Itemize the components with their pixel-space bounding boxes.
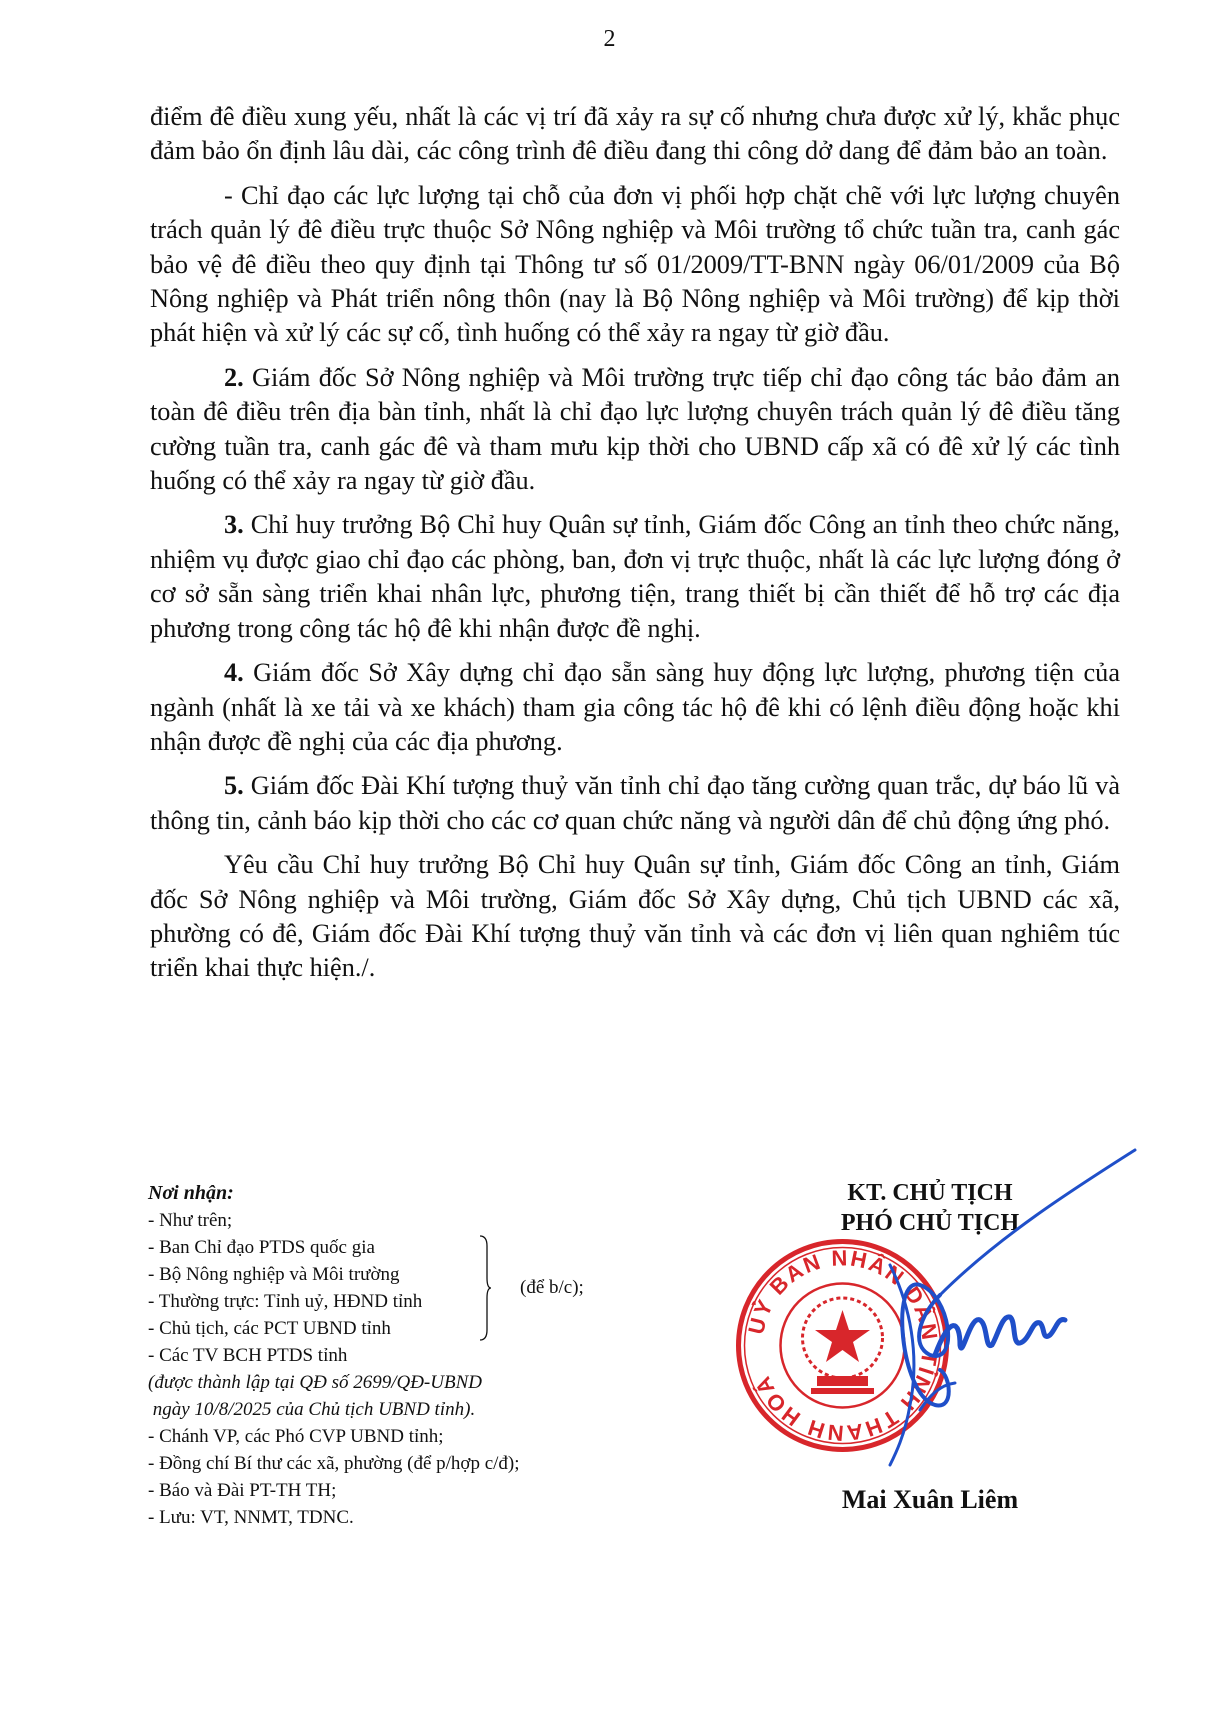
recipient-item: - Như trên;: [148, 1210, 233, 1231]
paragraph-request: Yêu cầu Chỉ huy trưởng Bộ Chỉ huy Quân sự tỉnh, Giám đốc Công an tỉnh, Giám đốc Sở Nông nghiệp và Môi trường, Giám đốc Sở Xây dựng, Chủ tịch UBND các xã, phường có đê, Giám đốc Đài Khí tượng thuỷ văn tỉnh và các đơn vị liên quan nghiêm túc triển khai thực hiện./.: [150, 850, 1120, 983]
paragraph-item-5: 5. Giám đốc Đài Khí tượng thuỷ văn tỉnh chỉ đạo tăng cường quan trắc, dự báo lũ và thông tin, cảnh báo kịp thời cho các cơ quan chức năng và người dân để chủ động ứng phó.: [150, 771, 1120, 835]
page-number: 2: [603, 26, 616, 52]
paragraph-item-4: 4. Giám đốc Sở Xây dựng chỉ đạo sẵn sàng huy động lực lượng, phương tiện của ngành (nhất là xe tải và xe khách) tham gia công tác hộ đê khi có lệnh điều động hoặc khi nhận được đề nghị của các địa phương.: [150, 658, 1120, 756]
signer-name: Mai Xuân Liêm: [841, 1485, 1019, 1514]
recipient-item: - Bộ Nông nghiệp và Môi trường: [148, 1264, 400, 1285]
recipient-item: - Các TV BCH PTDS tỉnh: [148, 1345, 348, 1366]
recipient-item: - Chánh VP, các Phó CVP UBND tỉnh;: [148, 1426, 444, 1447]
signer-title-line-1: KT. CHỦ TỊCH: [847, 1180, 1013, 1206]
recipient-item: - Ban Chỉ đạo PTDS quốc gia: [148, 1237, 375, 1258]
right-brace-icon: [478, 1234, 492, 1342]
recipient-item: - Lưu: VT, NNMT, TDNC.: [148, 1507, 354, 1528]
paragraph-continuation: điểm đê điều xung yếu, nhất là các vị trí đã xảy ra sự cố nhưng chưa được xử lý, khắc phục đảm bảo ổn định lâu dài, các công trình đê điều đang thi công dở dang để đảm bảo an toàn.: [150, 102, 1120, 166]
signer-title-line-2: PHÓ CHỦ TỊCH: [840, 1210, 1020, 1236]
recipient-note: (được thành lập tại QĐ số 2699/QĐ-UBND: [148, 1372, 482, 1393]
recipients-list: [148, 1180, 618, 1531]
recipient-item: - Báo và Đài PT-TH TH;: [148, 1480, 337, 1501]
bracket-note: (để b/c);: [520, 1277, 584, 1298]
recipient-item: - Đồng chí Bí thư các xã, phường (để p/hợp c/đ);: [148, 1453, 520, 1474]
seal-text: UỶ BAN NHÂN DÂN TỈNH THANH HOÁ: [743, 1245, 943, 1446]
document-body: [150, 100, 1120, 996]
recipients-bracket-group: [148, 1234, 618, 1342]
recipient-item: - Chủ tịch, các PCT UBND tỉnh: [148, 1318, 391, 1339]
recipient-item: - Thường trực: Tỉnh uỷ, HĐND tỉnh: [148, 1291, 423, 1312]
recipients-heading: Nơi nhận:: [148, 1182, 234, 1204]
handwritten-signature-icon: [880, 1145, 1140, 1475]
paragraph-patrol-directive: - Chỉ đạo các lực lượng tại chỗ của đơn vị phối hợp chặt chẽ với lực lượng chuyên trách quản lý đê điều trực thuộc Sở Nông nghiệp và Môi trường tổ chức tuần tra, canh gác bảo vệ đê điều theo quy định tại Thông tư số 01/2009/TT-BNN ngày 06/01/2009 của Bộ Nông nghiệp và Phát triển nông thôn (nay là Bộ Nông nghiệp và Môi trường) để kịp thời phát hiện và xử lý các sự cố, tình huống có thể xảy ra ngay từ giờ đầu.: [150, 180, 1120, 348]
recipient-note: ngày 10/8/2025 của Chủ tịch UBND tỉnh).: [148, 1399, 476, 1420]
paragraph-item-2: 2. Giám đốc Sở Nông nghiệp và Môi trường trực tiếp chỉ đạo công tác bảo đảm an toàn đê điều trên địa bàn tỉnh, nhất là chỉ đạo lực lượng chuyên trách quản lý đê điều tăng cường tuần tra, canh gác đê và tham mưu kịp thời cho UBND cấp xã có đê xử lý các tình huống có thể xảy ra ngay từ giờ đầu.: [150, 362, 1120, 496]
paragraph-item-3: 3. Chỉ huy trưởng Bộ Chỉ huy Quân sự tỉnh, Giám đốc Công an tỉnh theo chức năng, nhiệm vụ được giao chỉ đạo các phòng, ban, đơn vị trực thuộc, nhất là các lực lượng đóng ở cơ sở sẵn sàng triển khai nhân lực, phương tiện, trang thiết bị cần thiết để hỗ trợ các địa phương trong công tác hộ đê khi nhận được đề nghị.: [150, 510, 1120, 643]
